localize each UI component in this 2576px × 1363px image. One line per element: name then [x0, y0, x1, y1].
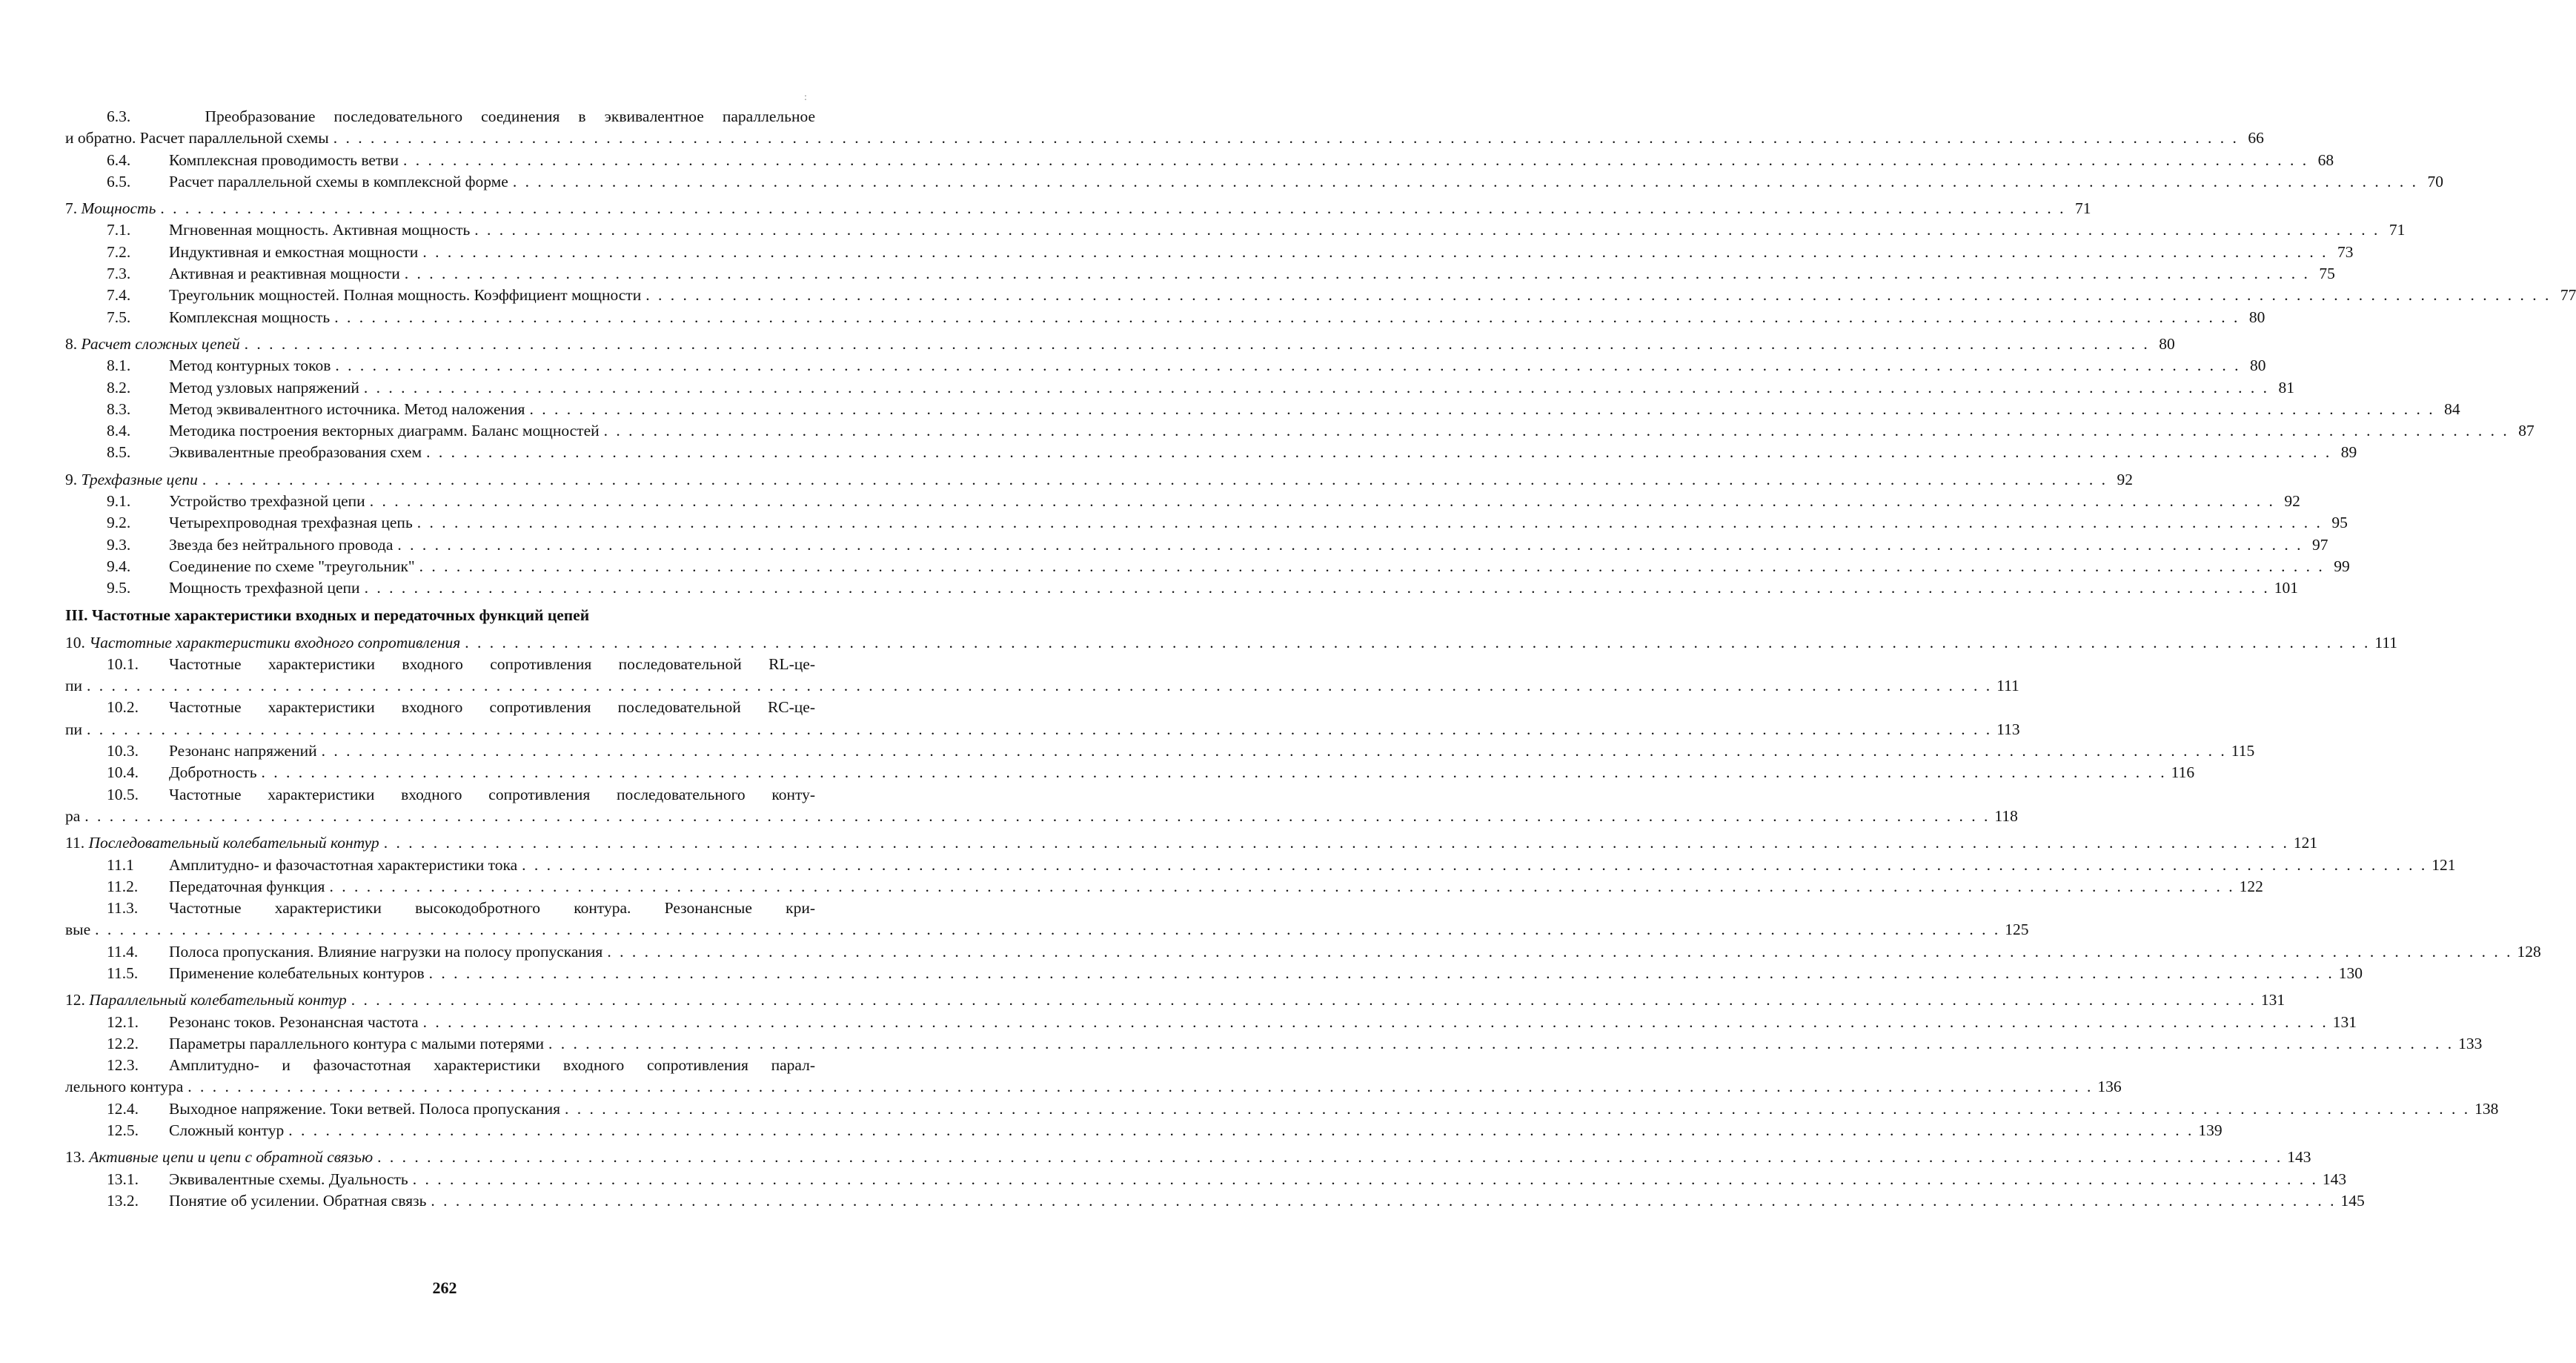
toc-number: 10.3.	[107, 742, 139, 760]
toc-number: 11.2.	[107, 877, 139, 895]
toc-chapter-10[interactable]	[65, 632, 2398, 654]
toc-title: Параметры параллельного контура с малыми потерями	[169, 1034, 545, 1052]
toc-number: 8.4.	[107, 422, 131, 440]
toc-title: Активная и реактивная мощности	[169, 265, 400, 283]
toc-leader	[419, 556, 2325, 577]
toc-chapter-8[interactable]	[65, 334, 2175, 355]
toc-leader	[288, 1120, 2194, 1141]
toc-part-title: Частотные характеристики входных и передаточных функций цепей	[91, 606, 590, 624]
toc-number: 11.	[65, 834, 85, 852]
toc-entry-10-4[interactable]	[65, 762, 2195, 783]
toc-page: 113	[1996, 720, 2020, 738]
toc-chapter-9[interactable]	[65, 469, 2133, 491]
toc-entry-6-3[interactable]	[65, 106, 2264, 150]
toc-title: Метод узловых напряжений	[169, 378, 359, 397]
toc-leader	[377, 1147, 2283, 1168]
toc-page: 73	[2337, 242, 2354, 261]
toc-page: 92	[2117, 470, 2133, 488]
toc-leader	[370, 491, 2275, 512]
toc-title-line1: Частотные характеристики высокодобротного контура. Резонансные кри-	[169, 899, 815, 918]
toc-page: 136	[2097, 1078, 2122, 1096]
toc-page: 95	[2331, 514, 2348, 532]
toc-entry-8-2[interactable]	[65, 377, 2295, 399]
toc-entry-9-2[interactable]	[65, 512, 2348, 534]
toc-number: 12.4.	[107, 1099, 139, 1118]
toc-entry-10-2[interactable]	[65, 697, 2020, 740]
toc-title-line1: Преобразование последовательного соединения в эквивалентное параллельное	[205, 107, 815, 125]
toc-leader	[513, 171, 2418, 193]
toc-number: 9.2.	[107, 514, 131, 532]
toc-number: 13.2.	[107, 1191, 139, 1210]
toc-page: 133	[2458, 1034, 2483, 1052]
toc-title: Метод эквивалентного источника. Метод наложения	[169, 399, 525, 418]
toc-chapter-11[interactable]	[65, 832, 2318, 854]
toc-leader	[262, 762, 2167, 783]
toc-title: Полоса пропускания. Влияние нагрузки на полосу пропускания	[169, 942, 603, 961]
toc-number: 13.1.	[107, 1170, 139, 1188]
toc-title: Сложный контур	[169, 1121, 285, 1140]
toc-title: Мощность	[81, 199, 156, 218]
toc-entry-7-1[interactable]	[65, 219, 2406, 241]
toc-leader	[329, 876, 2234, 898]
toc-leader	[322, 740, 2227, 762]
toc-title-line1: Частотные характеристики входного сопротивления последовательного конту-	[169, 785, 815, 803]
toc-title: Расчет сложных цепей	[81, 334, 240, 353]
toc-entry-12-3[interactable]	[65, 1055, 2122, 1098]
toc-leader	[422, 242, 2328, 263]
toc-title: Комплексная мощность	[169, 308, 331, 326]
toc-page: 121	[2431, 855, 2456, 874]
toc-leader	[465, 632, 2370, 654]
toc-leader	[565, 1098, 2470, 1120]
toc-page: 143	[2287, 1148, 2311, 1167]
toc-title: Звезда без нейтрального провода	[169, 535, 394, 554]
toc-entry-9-4[interactable]	[65, 556, 2350, 577]
toc-title-line2: ра	[65, 806, 81, 825]
toc-number: 8.5.	[107, 443, 131, 462]
toc-entry-8-3[interactable]	[65, 399, 2460, 420]
toc-title: Активные цепи и цепи с обратной связью	[89, 1148, 374, 1167]
toc-page: 99	[2334, 557, 2350, 575]
toc-leader	[160, 198, 2065, 219]
toc-number: 12.3.	[107, 1056, 139, 1075]
toc-leader	[426, 442, 2331, 463]
toc-entry-12-1[interactable]	[65, 1012, 2357, 1033]
toc-number: 11.4.	[107, 942, 139, 961]
toc-title: Резонанс напряжений	[169, 742, 317, 760]
toc-title: Мгновенная мощность. Активная мощность	[169, 221, 471, 239]
toc-title: Трехфазные цепи	[81, 470, 198, 488]
toc-title: Передаточная функция	[169, 877, 325, 895]
toc-entry-12-2[interactable]	[65, 1033, 2483, 1055]
toc-entry-8-4[interactable]	[65, 420, 2534, 442]
toc-page: 80	[2249, 356, 2266, 375]
toc-title: Индуктивная и емкостная мощности	[169, 242, 419, 261]
toc-entry-6-5[interactable]	[65, 171, 2443, 193]
toc-number: 12.5.	[107, 1121, 139, 1140]
toc-entry-7-4[interactable]	[65, 285, 2576, 306]
toc-page: 77	[2560, 286, 2576, 305]
toc-page: 145	[2340, 1191, 2365, 1210]
toc-page: 122	[2239, 877, 2263, 895]
page-number: 262	[432, 1279, 457, 1297]
toc-entry-10-1[interactable]	[65, 654, 2019, 697]
toc-title: Комплексная проводимость ветви	[169, 150, 399, 169]
toc-number: 8.3.	[107, 399, 131, 418]
toc-entry-9-5[interactable]	[65, 577, 2298, 599]
toc-entry-11-3[interactable]	[65, 898, 2029, 941]
toc-number: 10.4.	[107, 763, 139, 782]
toc-title: Эквивалентные схемы. Дуальность	[169, 1170, 408, 1188]
toc-entry-7-2[interactable]	[65, 242, 2354, 263]
toc-leader	[187, 1076, 2093, 1098]
toc-page: 101	[2274, 579, 2298, 597]
toc-number: 10.5.	[107, 785, 139, 803]
toc-number: 6.4.	[107, 150, 131, 169]
toc-leader	[245, 334, 2150, 355]
toc-entry-12-4[interactable]	[65, 1098, 2499, 1120]
toc-title: Понятие об усилении. Обратная связь	[169, 1191, 427, 1210]
toc-number: 11.3.	[107, 899, 139, 918]
toc-title: Последовательный колебательный контур	[88, 834, 379, 852]
toc-leader	[522, 855, 2427, 876]
toc-title-line2: пи	[65, 720, 83, 738]
toc-page: 87	[2518, 422, 2534, 440]
toc-page: 143	[2322, 1170, 2347, 1188]
toc-title-line2: пи	[65, 677, 83, 695]
toc-leader	[413, 1169, 2318, 1190]
toc-entry-9-3[interactable]	[65, 534, 2328, 556]
toc-number: 7.3.	[107, 265, 131, 283]
toc-page: 111	[2374, 633, 2398, 651]
toc-number: 11.5.	[107, 964, 139, 982]
toc-title: Частотные характеристики входного сопротивления	[89, 633, 461, 651]
toc-leader	[405, 263, 2310, 285]
toc-page: 75	[2319, 265, 2335, 283]
toc-leader	[202, 469, 2108, 491]
toc-title: Амплитудно- и фазочастотная характеристики тока	[169, 855, 518, 874]
toc-page: 128	[2517, 942, 2541, 961]
toc-page: 84	[2444, 399, 2460, 418]
toc-number: 9.3.	[107, 535, 131, 554]
toc-title-line2: и обратно. Расчет параллельной схемы	[65, 129, 329, 147]
toc-page: 115	[2231, 742, 2255, 760]
toc-part-number: III.	[65, 606, 88, 624]
toc-leader	[87, 719, 1992, 740]
toc-leader	[431, 1190, 2336, 1212]
toc-title: Применение колебательных контуров	[169, 964, 425, 982]
toc-title: Выходное напряжение. Токи ветвей. Полоса пропускания	[169, 1099, 561, 1118]
toc-leader	[84, 806, 1990, 827]
toc-number: 7.5.	[107, 308, 131, 326]
toc-number: 10.1.	[107, 654, 139, 673]
toc-entry-13-1[interactable]	[65, 1169, 2347, 1190]
toc-number: 13.	[65, 1148, 85, 1167]
toc-number: 9.5.	[107, 579, 131, 597]
toc-page: 66	[2248, 129, 2264, 147]
toc-page: 70	[2427, 172, 2443, 190]
toc-entry-10-5[interactable]	[65, 784, 2018, 828]
toc-page: 130	[2338, 964, 2363, 982]
toc-entry-11-5[interactable]	[65, 963, 2363, 984]
toc-number: 8.	[65, 334, 78, 353]
toc-page: 138	[2474, 1099, 2499, 1118]
toc-title-line1: Частотные характеристики входного сопротивления последовательной RC-це-	[169, 698, 815, 717]
toc-number: 11.1	[107, 855, 134, 874]
toc-leader	[474, 219, 2380, 241]
toc-page: 80	[2159, 334, 2175, 353]
toc-title: Устройство трехфазной цепи	[169, 492, 365, 511]
toc-number: 6.5.	[107, 172, 131, 190]
toc-number: 7.4.	[107, 286, 131, 305]
toc-title-line1: Амплитудно- и фазочастотная характеристики входного сопротивления парал-	[169, 1056, 815, 1075]
toc-title: Эквивалентные преобразования схем	[169, 443, 422, 462]
toc-leader	[529, 399, 2434, 420]
toc-title: Методика построения векторных диаграмм. Баланс мощностей	[169, 422, 600, 440]
toc-page: 68	[2317, 150, 2334, 169]
toc-title: Соединение по схеме "треугольник"	[169, 557, 415, 575]
toc-page: 139	[2198, 1121, 2223, 1140]
toc-entry-9-1[interactable]	[65, 491, 2300, 512]
toc-page: 71	[2074, 199, 2091, 218]
toc-leader	[417, 512, 2323, 534]
toc-leader	[604, 420, 2509, 442]
toc-page: 80	[2248, 308, 2265, 326]
toc-number: 7.1.	[107, 221, 131, 239]
toc-leader	[645, 285, 2551, 306]
toc-title-line2: вые	[65, 921, 91, 939]
toc-number: 7.2.	[107, 242, 131, 261]
table-of-contents	[65, 106, 2576, 1212]
toc-page: 121	[2293, 834, 2318, 852]
toc-chapter-7[interactable]	[65, 198, 2091, 219]
toc-number: 10.	[65, 633, 85, 651]
toc-number: 12.	[65, 991, 85, 1009]
toc-leader	[333, 127, 2239, 149]
toc-leader	[364, 377, 2269, 399]
toc-leader	[87, 675, 1992, 697]
scan-mark: :	[804, 92, 807, 103]
toc-entry-7-3[interactable]	[65, 263, 2335, 285]
toc-page: 81	[2278, 378, 2295, 397]
toc-number: 8.2.	[107, 378, 131, 397]
toc-entry-7-5[interactable]	[65, 307, 2265, 328]
toc-entry-6-4[interactable]	[65, 150, 2334, 171]
toc-leader	[334, 307, 2240, 328]
toc-page: 97	[2312, 535, 2328, 554]
toc-title-line1: Частотные характеристики входного сопротивления последовательной RL-це-	[169, 654, 815, 673]
toc-chapter-12[interactable]	[65, 989, 2285, 1011]
toc-number: 10.2.	[107, 698, 139, 717]
toc-leader	[397, 534, 2303, 556]
toc-page: 71	[2389, 221, 2406, 239]
toc-leader	[335, 355, 2240, 377]
toc-leader	[548, 1033, 2454, 1055]
toc-number: 9.	[65, 470, 78, 488]
toc-number: 9.1.	[107, 492, 131, 511]
toc-title: Резонанс токов. Резонансная частота	[169, 1012, 419, 1031]
toc-leader	[365, 577, 2270, 599]
toc-title: Параллельный колебательный контур	[89, 991, 347, 1009]
toc-entry-8-1[interactable]	[65, 355, 2266, 377]
toc-entry-11-4[interactable]	[65, 941, 2541, 963]
toc-number: 9.4.	[107, 557, 131, 575]
toc-page: 92	[2284, 492, 2300, 511]
toc-title-line2: лельного контура	[65, 1078, 184, 1096]
toc-leader	[429, 963, 2334, 984]
toc-number: 7.	[65, 199, 78, 218]
toc-number: 12.2.	[107, 1034, 139, 1052]
toc-page: 116	[2171, 763, 2195, 782]
toc-entry-10-3[interactable]	[65, 740, 2255, 762]
toc-number: 12.1.	[107, 1012, 139, 1031]
toc-page: 131	[2260, 991, 2285, 1009]
toc-entry-11-1[interactable]	[65, 855, 2456, 876]
toc-leader	[384, 832, 2289, 854]
toc-leader	[423, 1012, 2328, 1033]
toc-title: Мощность трехфазной цепи	[169, 579, 360, 597]
toc-page: 131	[2332, 1012, 2357, 1031]
toc-page: 89	[2340, 443, 2357, 462]
toc-entry-8-5[interactable]	[65, 442, 2357, 463]
toc-entry-12-5[interactable]	[65, 1120, 2223, 1141]
toc-title: Треугольник мощностей. Полная мощность. Коэффициент мощности	[169, 286, 642, 305]
toc-page: 125	[2005, 921, 2029, 939]
toc-title: Метод контурных токов	[169, 356, 331, 375]
toc-title: Добротность	[169, 763, 257, 782]
toc-leader	[95, 919, 2000, 941]
toc-entry-11-2[interactable]	[65, 876, 2263, 898]
toc-entry-13-2[interactable]	[65, 1190, 2365, 1212]
toc-title: Четырехпроводная трехфазная цепь	[169, 514, 413, 532]
toc-part-3[interactable]	[65, 604, 815, 627]
toc-number: 6.3.	[107, 107, 131, 125]
toc-page: 118	[1994, 806, 2018, 825]
toc-leader	[403, 150, 2308, 171]
toc-leader	[607, 941, 2512, 963]
toc-title: Расчет параллельной схемы в комплексной форме	[169, 172, 508, 190]
toc-number: 8.1.	[107, 356, 131, 375]
toc-page: 111	[1996, 677, 2019, 695]
toc-chapter-13[interactable]	[65, 1147, 2311, 1168]
toc-leader	[351, 989, 2257, 1011]
